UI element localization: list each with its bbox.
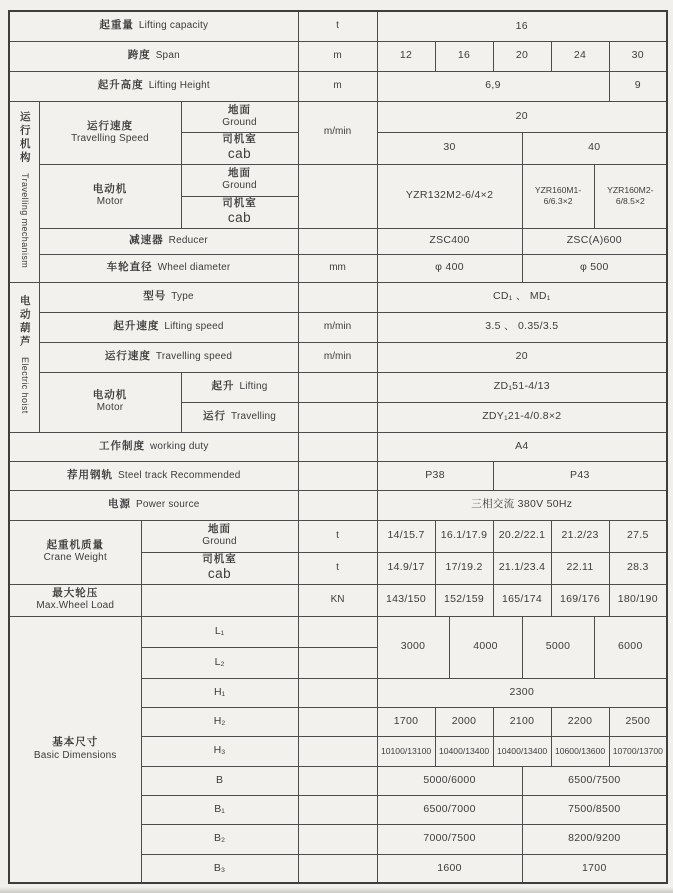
dim-B2-sublabel: B₂ (141, 824, 298, 854)
row-steel-track (9, 461, 667, 490)
hoist-motor-lifting-unit-empty (298, 372, 377, 402)
crane-weight-cab-value-0: 14.9/17 (377, 552, 435, 584)
span-value-1: 16 (435, 41, 493, 71)
crane-weight-label-en: Crane Weight (43, 552, 107, 564)
dim-H2-unit-empty (298, 707, 377, 736)
working-duty-unit-empty (298, 432, 377, 461)
row-hoist-type (9, 282, 667, 312)
crane-weight-ground-value-2: 20.2/22.1 (493, 520, 551, 552)
row-reducer (9, 228, 667, 254)
dim-L-value-1: 4000 (449, 616, 522, 678)
tm-motor-cab-zh: 司机室 (222, 197, 257, 209)
steel-track-label (9, 461, 298, 490)
dim-H2-value-3: 2200 (551, 707, 609, 736)
lifting-height-unit: m (298, 71, 377, 101)
crane-weight-cab-value-3: 22.11 (551, 552, 609, 584)
row-working-duty (9, 432, 667, 461)
tm-motor-label-zh: 电动机 (92, 183, 128, 196)
span-label-en: Span (155, 50, 180, 62)
dim-H2-value-1: 2000 (435, 707, 493, 736)
lifting-height-label-en: Lifting Height (148, 80, 210, 92)
section-travelling-mechanism-label (19, 111, 30, 268)
dim-H2-value-2: 2100 (493, 707, 551, 736)
dim-B-sublabel: B (141, 766, 298, 795)
lifting-capacity-value: 16 (377, 11, 667, 41)
dim-L2-unit-empty (298, 647, 377, 678)
tm-motor-cab-sublabel (181, 196, 298, 228)
row-max-wheel-load (9, 584, 667, 616)
dim-B2-unit-empty (298, 824, 377, 854)
tm-motor-label-en: Motor (96, 196, 124, 208)
row-lifting-height (9, 71, 667, 101)
hoist-trav-speed-label-zh: 运行速度 (104, 350, 151, 363)
steel-track-unit-empty (298, 461, 377, 490)
basic-dimensions-label-en: Basic Dimensions (33, 749, 117, 761)
row-hoist-lifting-speed (9, 312, 667, 342)
dim-B1-value-1: 7500/8500 (522, 795, 667, 824)
dim-H3-value-0: 10100/13100 (377, 736, 435, 766)
crane-weight-ground-zh: 地面 (208, 523, 232, 536)
crane-weight-label-zh: 起重机质量 (46, 539, 104, 552)
lifting-height-value-main: 6,9 (377, 71, 609, 101)
hoist-motor-travelling-zh: 运行 (203, 410, 227, 423)
dim-L2-sublabel: L₂ (141, 647, 298, 678)
dim-H3-value-4: 10700/13700 (609, 736, 667, 766)
crane-weight-label (9, 520, 141, 584)
hoist-lifting-speed-label (39, 312, 298, 342)
power-source-label-zh: 电源 (108, 498, 131, 511)
steel-track-label-en: Steel track Recommended (118, 469, 241, 481)
hoist-type-label (39, 282, 298, 312)
reducer-value-1: ZSC(A)600 (522, 228, 667, 254)
trav-speed-ground-en: Ground (222, 116, 257, 128)
crane-weight-cab-en: cab (207, 566, 232, 582)
span-value-3: 24 (551, 41, 609, 71)
reducer-unit-empty (298, 228, 377, 254)
row-dim-L1 (9, 616, 667, 647)
dim-H3-sublabel: H₃ (141, 736, 298, 766)
hoist-type-value: CD₁ 、 MD₁ (377, 282, 667, 312)
trav-speed-cab-zh: 司机室 (222, 133, 257, 145)
tm-motor-value-0: YZR132M2-6/4×2 (377, 164, 522, 228)
hoist-trav-speed-label-en: Travelling speed (155, 351, 233, 363)
crane-weight-cab-value-4: 28.3 (609, 552, 667, 584)
trav-speed-cab-value-0: 30 (377, 132, 522, 164)
crane-weight-ground-value-0: 14/15.7 (377, 520, 435, 552)
crane-weight-ground-value-1: 16.1/17.9 (435, 520, 493, 552)
dim-L-value-2: 5000 (522, 616, 594, 678)
hoist-motor-travelling-unit-empty (298, 402, 377, 432)
reducer-label-en: Reducer (168, 235, 208, 247)
span-label-zh: 跨度 (127, 49, 151, 62)
hoist-motor-lifting-zh: 起升 (211, 380, 235, 393)
dim-B2-value-1: 8200/9200 (522, 824, 667, 854)
trav-speed-unit: m/min (298, 101, 377, 164)
hoist-motor-lifting-en: Lifting (239, 381, 268, 393)
dim-B-value-0: 5000/6000 (377, 766, 522, 795)
dim-L-value-0: 3000 (377, 616, 449, 678)
max-wheel-load-value-2: 165/174 (493, 584, 551, 616)
max-wheel-load-label-en: Max.Wheel Load (36, 600, 115, 612)
dim-L1-sublabel: L₁ (141, 616, 298, 647)
crane-weight-cab-zh: 司机室 (202, 553, 237, 565)
max-wheel-load-value-3: 169/176 (551, 584, 609, 616)
tm-motor-value-1: YZR160M1-6/6.3×2 (522, 164, 594, 228)
hoist-trav-speed-value: 20 (377, 342, 667, 372)
wheel-diameter-value-1: φ 500 (522, 254, 667, 282)
hoist-lifting-speed-unit: m/min (298, 312, 377, 342)
basic-dimensions-label-zh: 基本尺寸 (52, 736, 99, 749)
lifting-capacity-unit: t (298, 11, 377, 41)
span-label (9, 41, 298, 71)
wheel-diameter-label-en: Wheel diameter (157, 262, 231, 274)
hoist-trav-speed-label (39, 342, 298, 372)
row-span (9, 41, 667, 71)
hoist-trav-speed-unit: m/min (298, 342, 377, 372)
row-power-source (9, 490, 667, 520)
dim-H1-value: 2300 (377, 678, 667, 707)
section-travelling-mechanism-en: Travelling mechanism (19, 172, 30, 268)
wheel-diameter-unit: mm (298, 254, 377, 282)
crane-weight-ground-value-4: 27.5 (609, 520, 667, 552)
max-wheel-load-value-4: 180/190 (609, 584, 667, 616)
working-duty-label-zh: 工作制度 (99, 439, 145, 452)
lifting-capacity-label (9, 11, 298, 41)
tm-motor-ground-zh: 地面 (228, 167, 252, 180)
crane-weight-cab-unit: t (298, 552, 377, 584)
row-wheel-diameter (9, 254, 667, 282)
section-electric-hoist (9, 282, 39, 432)
row-lifting-capacity (9, 11, 667, 41)
section-travelling-mechanism (9, 101, 39, 282)
lifting-height-value-last: 9 (609, 71, 667, 101)
hoist-type-unit-empty (298, 282, 377, 312)
wheel-diameter-label-zh: 车轮直径 (106, 261, 153, 274)
max-wheel-load-unit: KN (298, 584, 377, 616)
crane-weight-ground-value-3: 21.2/23 (551, 520, 609, 552)
tm-motor-label (39, 164, 181, 228)
span-unit: m (298, 41, 377, 71)
steel-track-value-1: P43 (493, 461, 667, 490)
lifting-capacity-label-en: Lifting capacity (138, 20, 209, 32)
dim-H3-unit-empty (298, 736, 377, 766)
lifting-height-label-zh: 起升高度 (97, 79, 144, 92)
dim-B3-sublabel: B₃ (141, 854, 298, 883)
crane-weight-ground-en: Ground (202, 536, 237, 548)
crane-weight-ground-sublabel (141, 520, 298, 552)
trav-speed-ground-zh: 地面 (228, 103, 252, 116)
working-duty-label-en: working duty (150, 440, 209, 452)
hoist-motor-travelling-en: Travelling (231, 411, 277, 423)
row-hoist-motor-lifting (9, 372, 667, 402)
span-value-2: 20 (493, 41, 551, 71)
dim-H2-value-4: 2500 (609, 707, 667, 736)
basic-dimensions-label (9, 616, 141, 883)
row-hoist-trav-speed (9, 342, 667, 372)
power-source-label (9, 490, 298, 520)
trav-speed-label-en: Travelling Speed (71, 132, 149, 144)
trav-speed-cab-en: cab (227, 146, 252, 162)
dim-H2-sublabel: H₂ (141, 707, 298, 736)
hoist-lifting-speed-label-en: Lifting speed (164, 321, 224, 333)
wheel-diameter-label (39, 254, 298, 282)
dim-H1-unit-empty (298, 678, 377, 707)
dim-B-unit-empty (298, 766, 377, 795)
hoist-motor-label (39, 372, 181, 432)
trav-speed-ground-sublabel (181, 101, 298, 132)
dim-H2-value-0: 1700 (377, 707, 435, 736)
dim-H3-value-3: 10600/13600 (551, 736, 609, 766)
dim-B3-value-1: 1700 (522, 854, 667, 883)
trav-speed-ground-value: 20 (377, 101, 667, 132)
steel-track-value-0: P38 (377, 461, 493, 490)
hoist-lifting-speed-value: 3.5 、 0.35/3.5 (377, 312, 667, 342)
dim-H1-sublabel: H₁ (141, 678, 298, 707)
dim-B1-sublabel: B₁ (141, 795, 298, 824)
section-electric-hoist-zh: 电动葫芦 (18, 295, 31, 350)
dim-L-value-3: 6000 (594, 616, 667, 678)
hoist-motor-travelling-value: ZDY₁21-4/0.8×2 (377, 402, 667, 432)
crane-spec-table (8, 10, 668, 884)
dim-H3-value-2: 10400/13400 (493, 736, 551, 766)
row-trav-speed-ground (9, 101, 667, 132)
hoist-type-label-zh: 型号 (143, 290, 167, 303)
reducer-value-0: ZSC400 (377, 228, 522, 254)
dim-B-value-1: 6500/7500 (522, 766, 667, 795)
working-duty-label (9, 432, 298, 461)
dim-B1-unit-empty (298, 795, 377, 824)
crane-weight-cab-sublabel (141, 552, 298, 584)
hoist-motor-lifting-sublabel (181, 372, 298, 402)
tm-motor-ground-sublabel (181, 164, 298, 196)
scan-artifact-bottom (0, 887, 673, 893)
lifting-capacity-label-zh: 起重量 (99, 19, 134, 32)
dim-B2-value-0: 7000/7500 (377, 824, 522, 854)
hoist-type-label-en: Type (171, 291, 194, 303)
hoist-motor-travelling-sublabel (181, 402, 298, 432)
wheel-diameter-value-0: φ 400 (377, 254, 522, 282)
trav-speed-label-zh: 运行速度 (87, 119, 133, 132)
dim-B3-unit-empty (298, 854, 377, 883)
tm-motor-value-2: YZR160M2-6/8.5×2 (594, 164, 667, 228)
reducer-label (39, 228, 298, 254)
max-wheel-load-label (9, 584, 141, 616)
max-wheel-load-value-1: 152/159 (435, 584, 493, 616)
power-source-value: 三相交流 380V 50Hz (377, 490, 667, 520)
trav-speed-cab-sublabel (181, 132, 298, 164)
reducer-label-zh: 减速器 (129, 234, 164, 247)
row-crane-weight-ground (9, 520, 667, 552)
tm-motor-cab-en: cab (227, 210, 252, 226)
span-value-4: 30 (609, 41, 667, 71)
row-tm-motor-ground (9, 164, 667, 196)
section-electric-hoist-en: Electric hoist (19, 357, 30, 414)
trav-speed-label (39, 101, 181, 164)
span-value-0: 12 (377, 41, 435, 71)
max-wheel-load-sub-empty (141, 584, 298, 616)
trav-speed-cab-value-1: 40 (522, 132, 667, 164)
max-wheel-load-value-0: 143/150 (377, 584, 435, 616)
hoist-lifting-speed-label-zh: 起升速度 (113, 320, 160, 333)
crane-weight-cab-value-1: 17/19.2 (435, 552, 493, 584)
lifting-height-label (9, 71, 298, 101)
section-electric-hoist-label (19, 295, 30, 414)
power-source-label-en: Power source (136, 499, 200, 511)
dim-B3-value-0: 1600 (377, 854, 522, 883)
max-wheel-load-label-zh: 最大轮压 (52, 587, 99, 600)
tm-motor-unit-empty (298, 164, 377, 228)
dim-B1-value-0: 6500/7000 (377, 795, 522, 824)
crane-weight-cab-value-2: 21.1/23.4 (493, 552, 551, 584)
steel-track-label-zh: 荐用钢轨 (67, 468, 114, 481)
hoist-motor-label-en: Motor (96, 402, 124, 414)
hoist-motor-label-zh: 电动机 (92, 389, 128, 402)
tm-motor-ground-en: Ground (222, 180, 257, 192)
working-duty-value: A4 (377, 432, 667, 461)
dim-H3-value-1: 10400/13400 (435, 736, 493, 766)
dim-L1-unit-empty (298, 616, 377, 647)
hoist-motor-lifting-value: ZD₁51-4/13 (377, 372, 667, 402)
section-travelling-mechanism-zh: 运行机构 (18, 110, 31, 165)
crane-weight-ground-unit: t (298, 520, 377, 552)
power-source-unit-empty (298, 490, 377, 520)
